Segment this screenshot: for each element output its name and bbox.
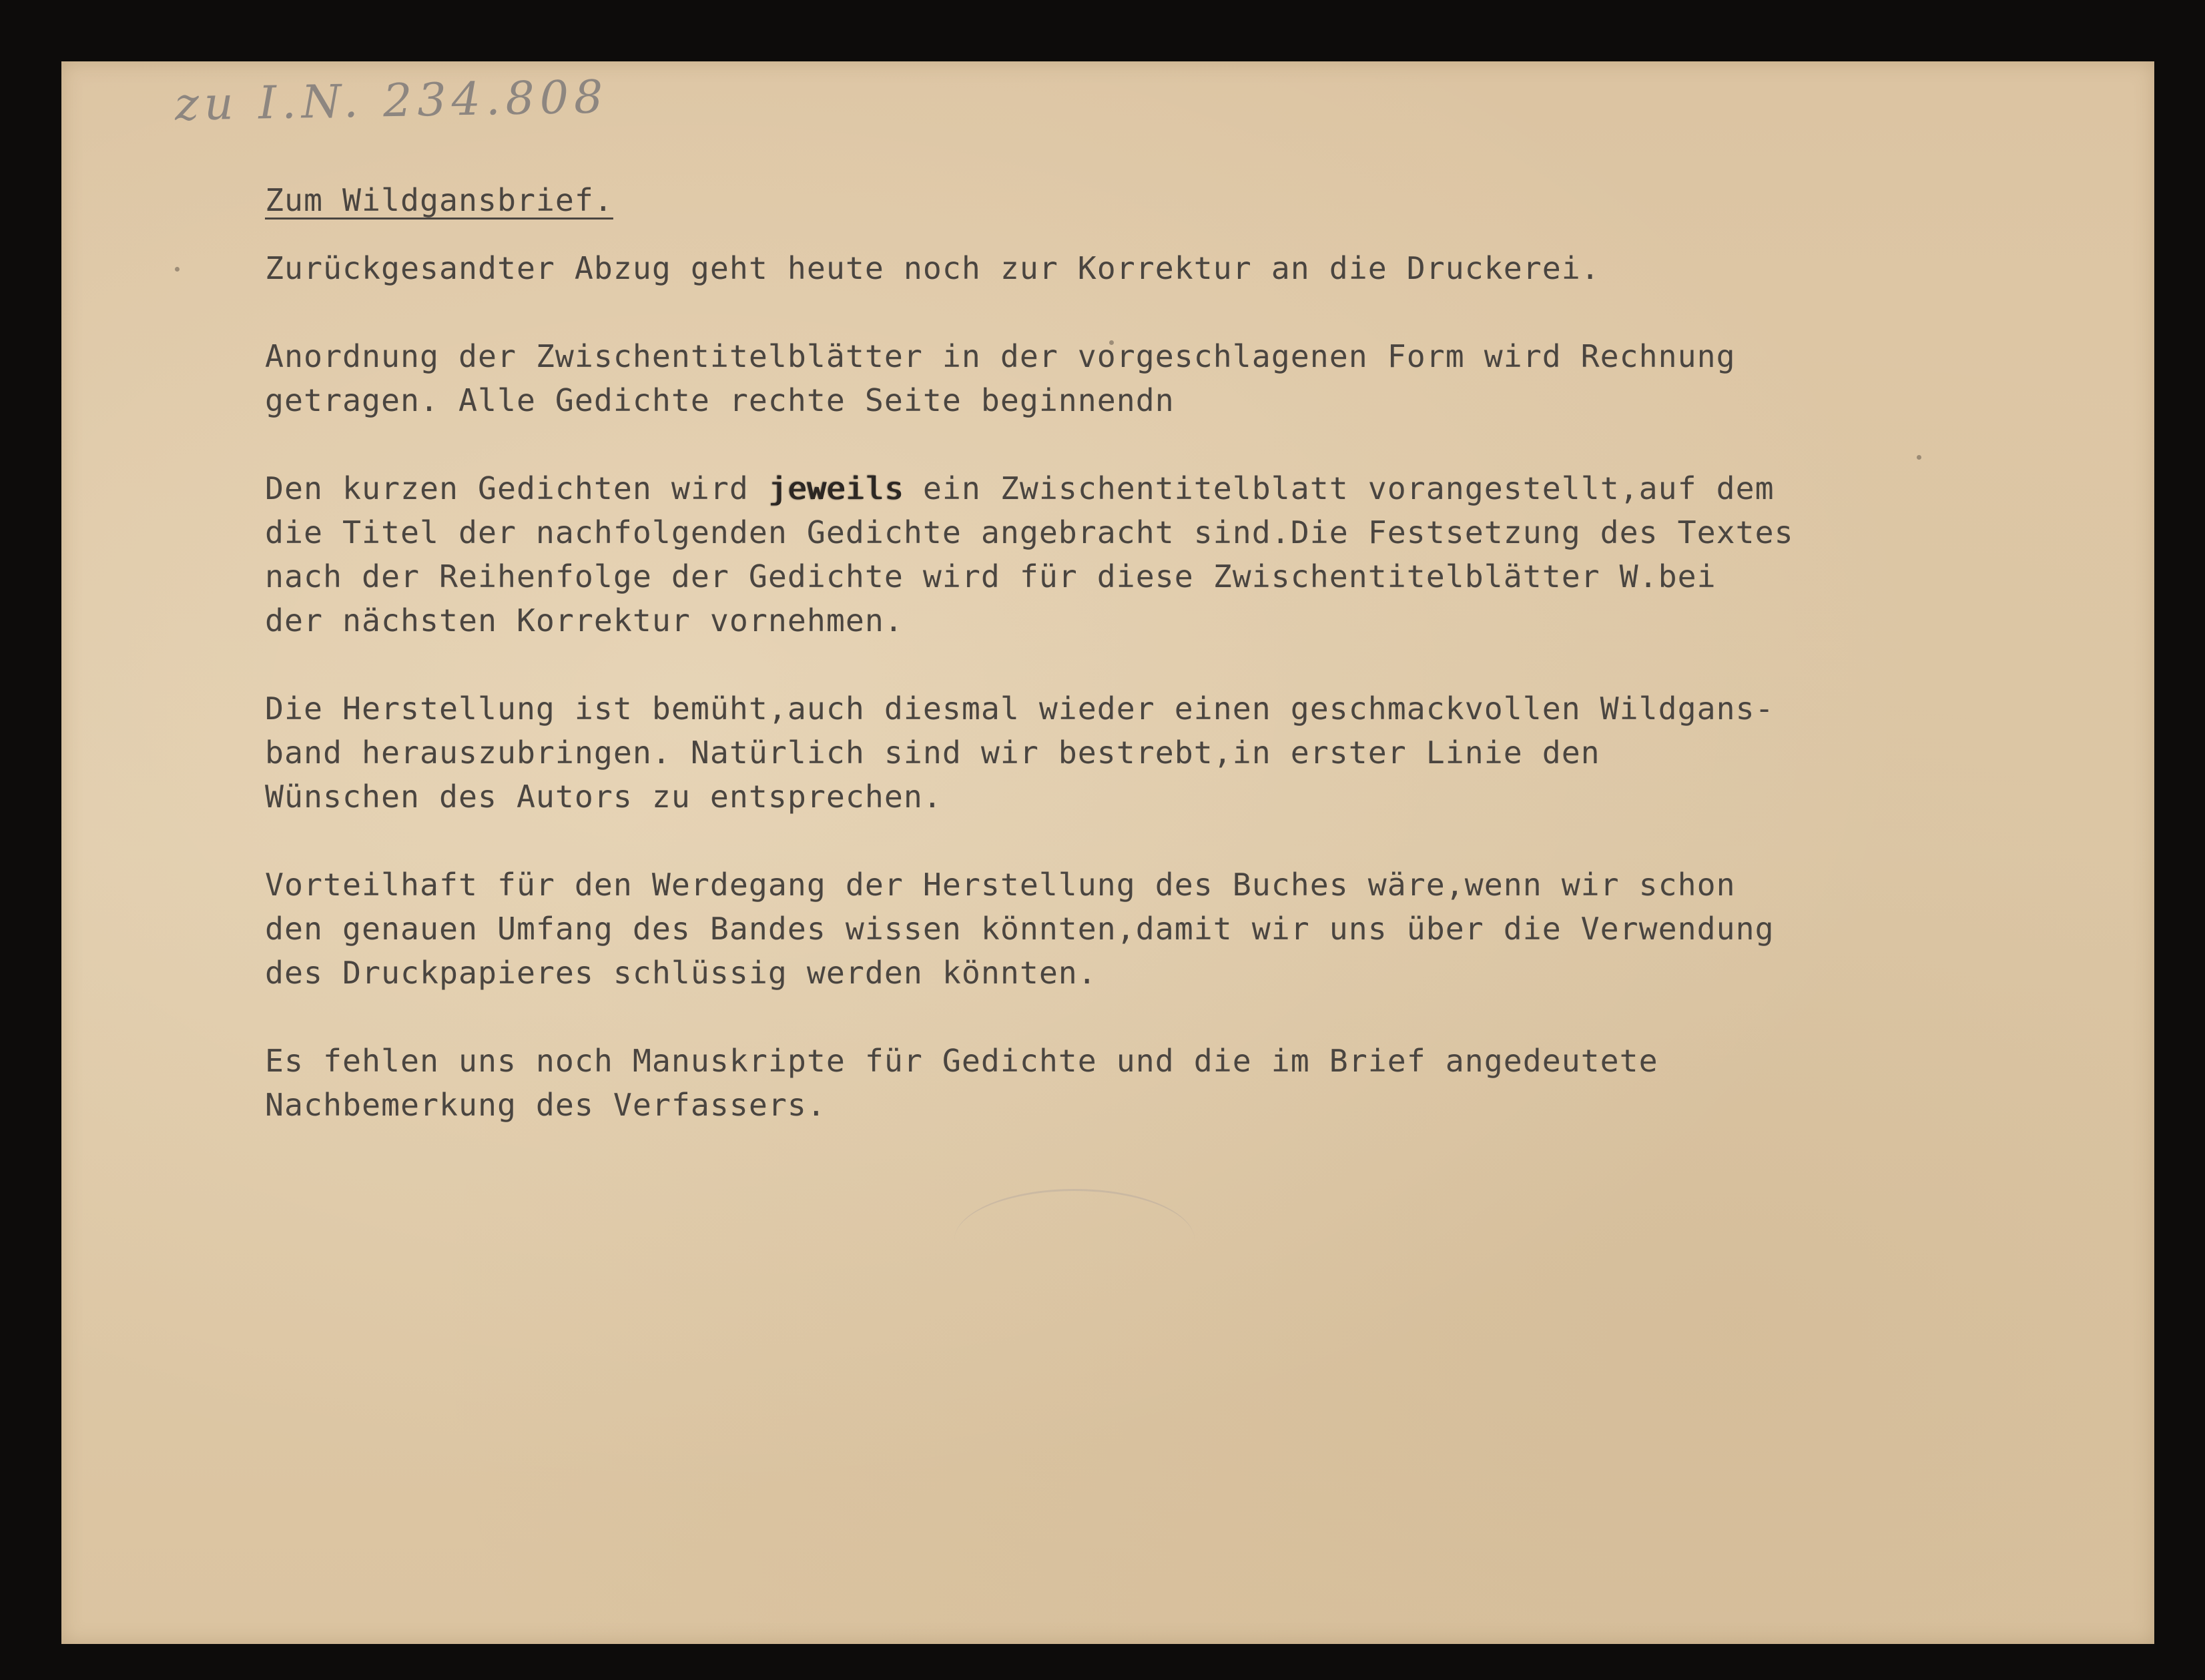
letter-body bbox=[265, 178, 2147, 1171]
text-line: Nachbemerkung des Verfassers. bbox=[265, 1087, 826, 1123]
text-line: Anordnung der Zwischentitelblätter in der vorgeschlagenen Form wird Rechnung bbox=[265, 338, 1736, 374]
struck-out-word: jeweils bbox=[767, 470, 904, 506]
paragraph-1 bbox=[265, 246, 2147, 290]
text-fragment: Den kurzen Gedichten wird bbox=[265, 470, 768, 506]
paragraph-2 bbox=[265, 334, 2147, 422]
text-line: den genauen Umfang des Bandes wissen könnten,damit wir uns über die Verwendung bbox=[265, 911, 1775, 947]
pencil-inventory-note: zu I.N. 234.808 bbox=[174, 71, 609, 131]
text-line: Vorteilhaft für den Werdegang der Herstellung des Buches wäre,wenn wir schon bbox=[265, 867, 1736, 903]
ink-speck bbox=[175, 267, 180, 272]
paragraph-5 bbox=[265, 863, 2147, 995]
paragraph-4 bbox=[265, 687, 2147, 819]
document-page bbox=[61, 61, 2154, 1644]
text-line: nach der Reihenfolge der Gedichte wird für diese Zwischentitelblätter W.bei bbox=[265, 558, 1716, 594]
text-line: des Druckpapieres schlüssig werden könnten. bbox=[265, 955, 1097, 991]
text-line: band herauszubringen. Natürlich sind wir bestrebt,in erster Linie den bbox=[265, 735, 1600, 771]
text-line: Die Herstellung ist bemüht,auch diesmal wieder einen geschmackvollen Wildgans- bbox=[265, 691, 1775, 727]
letter-heading: Zum Wildgansbrief. bbox=[265, 182, 613, 218]
text-line: Zurückgesandter Abzug geht heute noch zur Korrektur an die Druckerei. bbox=[265, 250, 1600, 286]
text-line: getragen. Alle Gedichte rechte Seite beginnendn bbox=[265, 382, 1175, 418]
paragraph-3 bbox=[265, 466, 2147, 643]
text-fragment: ein Zwischentitelblatt vorangestellt,auf dem bbox=[903, 470, 1775, 506]
paragraph-6 bbox=[265, 1039, 2147, 1127]
faint-stamp bbox=[954, 1189, 1195, 1291]
text-line: der nächsten Korrektur vornehmen. bbox=[265, 602, 904, 639]
text-line: Es fehlen uns noch Manuskripte für Gedichte und die im Brief angedeutete bbox=[265, 1043, 1658, 1079]
text-line: die Titel der nachfolgenden Gedichte angebracht sind.Die Festsetzung des Textes bbox=[265, 514, 1794, 550]
text-line-with-correction bbox=[265, 466, 2147, 510]
text-line: Wünschen des Autors zu entsprechen. bbox=[265, 779, 942, 815]
